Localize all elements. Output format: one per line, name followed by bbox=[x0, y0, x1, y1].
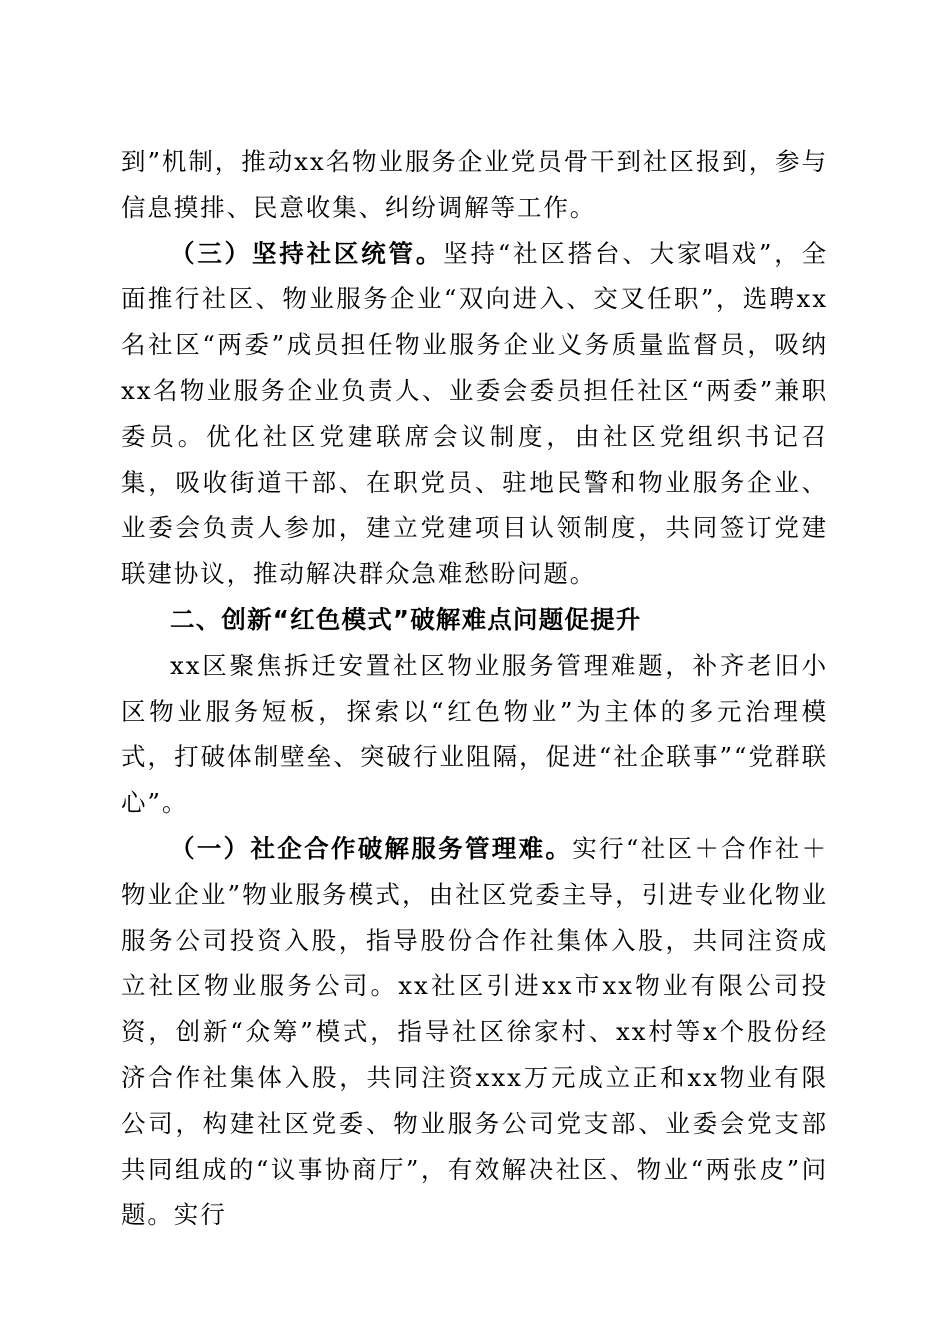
paragraph-lead-title: （三）坚持社区统管。 bbox=[170, 238, 444, 268]
paragraph-body-text: 实行“社区＋合作社＋物业企业”物业服务模式，由社区党委主导，引进专业化物业服务公司投资入股，指导股份合作社集体入股，共同注资成立社区物业服务公司。xx社区引进xx市xx物业有限公司投资，创新“众筹”模式，指导社区徐家村、xx村等x个股份经济合作社集体入股，共同注资xxx万元成立正和xx物业有限公司，构建社区党委、物业服务公司党支部、业委会党支部共同组成的“议事协商厅”，有效解决社区、物业“两张皮”问题。实行 bbox=[121, 833, 828, 1230]
paragraph-enterprise-cooperation bbox=[121, 826, 828, 1238]
paragraph-lead-title: （一）社企合作破解服务管理难。 bbox=[170, 833, 573, 863]
paragraph-body-text: 坚持“社区搭台、大家唱戏”，全面推行社区、物业服务企业“双向进入、交叉任职”，选聘xx名社区“两委”成员担任物业服务企业义务质量监督员，吸纳xx名物业服务企业负责人、业委会委员担任社区“两委”兼职委员。优化社区党建联席会议制度，由社区党组织书记召集，吸收街道干部、在职党员、驻地民警和物业服务企业、业委会负责人参加，建立党建项目认领制度，共同签订党建联建协议，推动解决群众急难愁盼问题。 bbox=[121, 238, 828, 589]
document-body bbox=[121, 139, 828, 1238]
paragraph-continuation: 到”机制，推动xx名物业服务企业党员骨干到社区报到，参与信息摸排、民意收集、纠纷调解等工作。 bbox=[121, 147, 828, 222]
paragraph-section-intro: xx区聚焦拆迁安置社区物业服务管理难题，补齐老旧小区物业服务短板，探索以“红色物业”为主体的多元治理模式，打破体制壁垒、突破行业阻隔，促进“社企联事”“党群联心”。 bbox=[121, 650, 828, 818]
section-heading: 二、创新“红色模式”破解难点问题促提升 bbox=[170, 604, 642, 634]
paragraph-community-management bbox=[121, 231, 828, 597]
